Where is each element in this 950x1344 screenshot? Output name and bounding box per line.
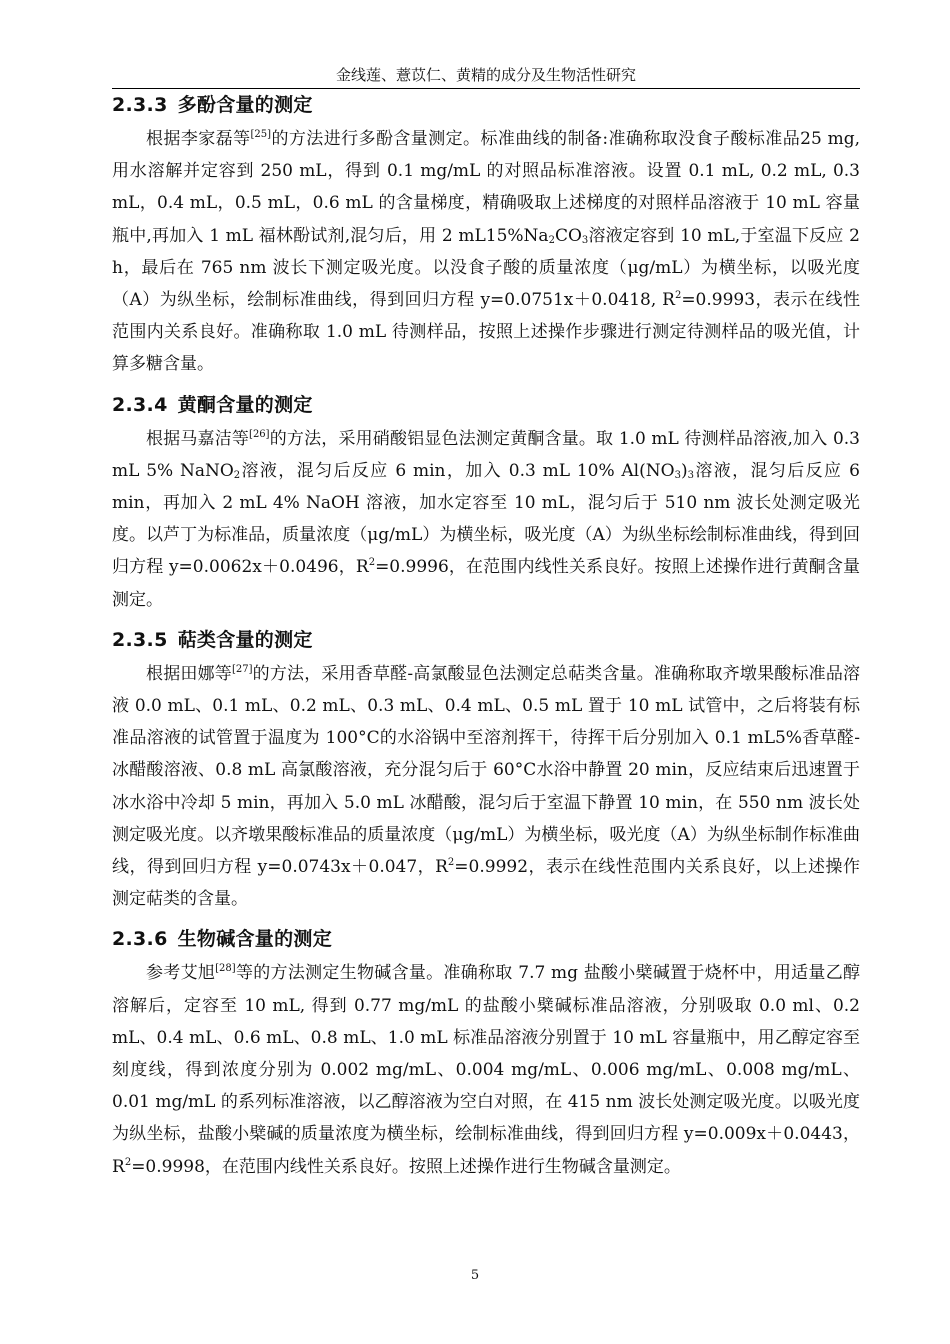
section-heading-2-3-5 bbox=[112, 625, 860, 655]
citation: [26] bbox=[249, 428, 270, 440]
paragraph-terpenoid: 根据田娜等[27]的方法，采用香草醛-高氯酸显色法测定总萜类含量。准确称取齐墩果酸标准品溶液 0.0 mL、0.1 mL、0.2 mL、0.3 mL、0.4 mL、0.5 mL 置于 10 mL 试管中，之后将装有标准品溶液的试管置于温度为 100°C的水浴锅中至溶剂挥干，待挥干后分别加入 0.1 mL5%香草醛-冰醋酸溶液、0.8 mL 高氯酸溶液，充分混匀后于 60°C水浴中静置 20 min，反应结束后迅速置于冰水浴中冷却 5 min，再加入 5.0 mL 冰醋酸，混匀后于室温下静置 10 min，在 550 nm 波长处测定吸光度。以齐墩果酸标准品的质量浓度（μg/mL）为横坐标，吸光度（A）为纵坐标制作标准曲线，得到回归方程 y=0.0743x＋0.047，$R^2=0.9992$，表示在线性范围内关系良好，以上述操作测定萜类的含量。 bbox=[112, 663, 861, 910]
citation: [25] bbox=[250, 129, 272, 140]
section-title: 萜类含量的测定 bbox=[177, 628, 313, 651]
page-body bbox=[112, 90, 860, 1183]
page-number: 5 bbox=[470, 1268, 480, 1283]
section-number: 2.3.6 bbox=[112, 928, 168, 951]
section-number: 2.3.5 bbox=[112, 628, 168, 651]
citation: [28] bbox=[215, 963, 236, 975]
running-header: 金线莲、薏苡仁、黄精的成分及生物活性研究 bbox=[112, 62, 860, 89]
citation: [27] bbox=[231, 663, 253, 675]
section-title: 黄酮含量的测定 bbox=[177, 393, 313, 416]
paragraph-alkaloid: 参考艾旭[28]等的方法测定生物碱含量。准确称取 7.7 mg 盐酸小檗碱置于烧杯中，用适量乙醇溶解后，定容至 10 mL, 得到 0.77 mg/mL 的盐酸小檗碱标准品溶液，分别吸取 0.0 ml、0.2 mL、0.4 mL、0.6 mL、0.8 mL、1.0 mL 标准品溶液分别置于 10 mL 容量瓶中，用乙醇定容至刻度线，得到浓度分别为 0.002 mg/mL、0.004 mg/mL、0.006 mg/mL、0.008 mg/mL、0.01 mg/mL 的系列标准溶液，以乙醇溶液为空白对照，在 415 nm 波长处测定吸光度。以吸光度为纵坐标，盐酸小檗碱的质量浓度为横坐标，绘制标准曲线，得到回归方程 y=0.009x＋0.0443，$R^2=0.9998$，在范围内线性关系良好。按照上述操作进行生物碱含量测定。 bbox=[112, 963, 861, 1177]
paragraph-flavonoid: 根据马嘉洁等[26]的方法，采用硝酸铝显色法测定黄酮含量。取 1.0 mL 待测样品溶液,加入 0.3 mL 5% NaNO$_2$溶液，混匀后反应 6 min，加入 0.3 mL 10% $Al(NO_3)_3$溶液，混匀后反应 6 min，再加入 2 mL 4% NaOH 溶液，加水定容至 10 mL，混匀后于 510 nm 波长处测定吸光度。以芦丁为标准品，质量浓度（μg/mL）为横坐标，吸光度（A）为纵坐标绘制标准曲线，得到回归方程 y=0.0062x＋0.0496，$R^2=0.9996$，在范围内线性关系良好。按照上述操作进行黄酮含量测定。 bbox=[112, 428, 860, 610]
section-title: 生物碱含量的测定 bbox=[177, 928, 333, 951]
section-title: 多酚含量的测定 bbox=[177, 94, 313, 116]
section-heading-2-3-6 bbox=[112, 924, 860, 954]
section-number: 2.3.3 bbox=[112, 94, 168, 116]
paragraph-polyphenol: 根据李家磊等[25]的方法进行多酚含量测定。标准曲线的制备:准确称取没食子酸标准品25 mg,用水溶解并定容到 250 mL，得到 0.1 mg/mL 的对照品标准溶液。设置 0.1 mL, 0.2 mL, 0.3 mL，0.4 mL，0.5 mL，0.6 mL 的含量梯度，精确吸取上述梯度的对照样品溶液于 10 mL 容量瓶中,再加入 1 mL 福林酚试剂,混匀后，用 2 $mL15\%Na_2CO_3$溶液定容到 10 mL,于室温下反应 2 h，最后在 765 nm 波长下测定吸光度。以没食子酸的质量浓度（μg/mL）为横坐标，以吸光度（A）为纵坐标，绘制标准曲线，得到回归方程 y=0.0751x＋0.0418, $R^2=0.9993$，表示在线性范围内关系良好。准确称取 1.0 mL 待测样品，按照上述操作步骤进行测定待测样品的吸光值，计算多糖含量。 bbox=[112, 129, 861, 375]
section-heading-2-3-3 bbox=[112, 90, 860, 120]
section-number: 2.3.4 bbox=[112, 393, 168, 416]
section-heading-2-3-4 bbox=[112, 390, 860, 420]
